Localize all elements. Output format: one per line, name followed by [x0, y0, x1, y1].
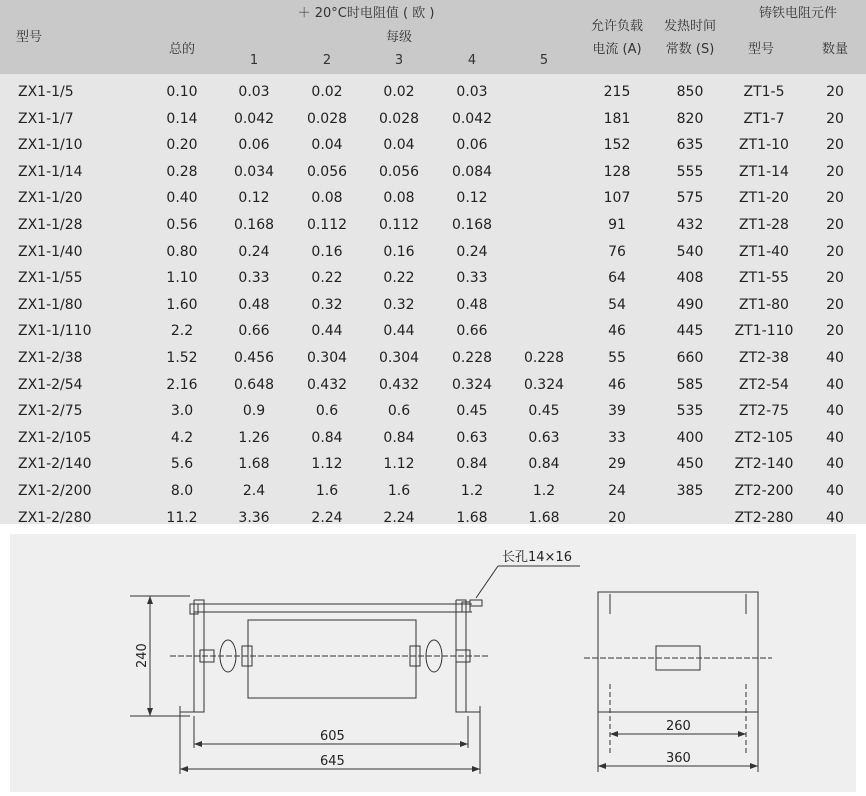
cell-s3: 0.84 [383, 429, 415, 446]
cell-model: ZX1-1/28 [18, 217, 83, 233]
cell-s2: 0.08 [311, 190, 343, 207]
cell-model: ZX1-2/105 [18, 429, 92, 446]
header-heat-2: 常数 (S) [665, 42, 715, 57]
cell-heat: 660 [676, 350, 704, 366]
cell-total: 1.52 [166, 350, 198, 366]
table-header [0, 0, 866, 74]
cell-s1: 0.648 [233, 376, 275, 393]
cell-current: 39 [608, 403, 626, 420]
cell-s4: 1.68 [456, 509, 488, 526]
inner-width-dim-label: 605 [320, 729, 345, 744]
cell-qty: 20 [826, 217, 844, 233]
cell-s1: 0.9 [242, 403, 266, 420]
cell-s1: 0.24 [238, 243, 270, 260]
table-row [0, 185, 866, 212]
height-dim-label: 240 [135, 643, 150, 668]
cell-model: ZX1-1/110 [18, 323, 92, 340]
cell-heat: 555 [676, 163, 704, 180]
cell-qty: 40 [826, 509, 844, 526]
cell-elem: ZT1-40 [739, 243, 789, 260]
cell-s2: 1.6 [315, 483, 339, 499]
cell-current: 55 [608, 350, 626, 366]
cell-total: 1.60 [166, 296, 198, 313]
cell-s2: 0.04 [311, 137, 343, 154]
cell-s2: 1.12 [311, 456, 343, 473]
cell-s3: 0.04 [383, 137, 415, 154]
cell-elem: ZT1-55 [739, 270, 789, 287]
cell-s3: 0.304 [378, 350, 420, 366]
table-row [0, 132, 866, 159]
header-element-qty: 数量 [821, 42, 849, 57]
cell-qty: 40 [826, 429, 844, 446]
cell-total: 2.2 [170, 323, 194, 340]
outer-width-dim-label: 645 [320, 754, 345, 769]
cell-current: 24 [608, 483, 626, 499]
cell-current: 107 [603, 190, 631, 207]
cell-total: 0.20 [166, 137, 198, 154]
cell-model: ZX1-1/20 [18, 190, 83, 207]
cell-s1: 0.48 [238, 296, 270, 313]
cell-model: ZX1-1/5 [18, 84, 74, 100]
cell-heat: 575 [676, 190, 704, 207]
cell-s3: 0.44 [383, 323, 415, 340]
cell-s4: 0.06 [456, 137, 488, 154]
cell-heat: 445 [676, 323, 704, 340]
cell-s3: 0.32 [383, 296, 415, 313]
cell-elem: ZT1-28 [739, 217, 789, 233]
cell-s3: 0.08 [383, 190, 415, 207]
cell-model: ZX1-1/7 [18, 110, 74, 127]
cell-current: 33 [608, 429, 626, 446]
cell-total: 0.56 [166, 217, 198, 233]
cell-current: 91 [608, 217, 626, 233]
table-row [0, 505, 866, 532]
table-row [0, 239, 866, 266]
cell-total: 1.10 [166, 270, 198, 287]
cell-s1: 3.36 [238, 509, 270, 526]
cell-s4: 0.45 [456, 403, 488, 420]
cell-model: ZX1-1/10 [18, 137, 83, 154]
cell-s4: 0.12 [456, 190, 488, 207]
cell-qty: 20 [826, 270, 844, 287]
header-heat-1: 发热时间 [663, 19, 717, 34]
cell-heat: 450 [676, 456, 704, 473]
cell-qty: 20 [826, 323, 844, 340]
cell-s4: 0.03 [456, 84, 488, 100]
cell-qty: 20 [826, 110, 844, 127]
cell-elem: ZT2-140 [734, 456, 794, 473]
cell-elem: ZT1-5 [743, 84, 785, 100]
cell-current: 29 [608, 456, 626, 473]
cell-s4: 0.66 [456, 323, 488, 340]
cell-qty: 20 [826, 137, 844, 154]
cell-s3: 0.16 [383, 243, 415, 260]
cell-s4: 0.168 [451, 217, 493, 233]
cell-model: ZX1-2/200 [18, 483, 92, 499]
cell-s1: 0.03 [238, 84, 270, 100]
cell-s3: 1.12 [383, 456, 415, 473]
header-current-2: 电流 (A) [592, 42, 642, 57]
cell-current: 215 [603, 84, 631, 100]
cell-qty: 40 [826, 350, 844, 366]
cell-total: 0.80 [166, 243, 198, 260]
cell-current: 46 [608, 323, 626, 340]
cell-s3: 0.22 [383, 270, 415, 287]
cell-s1: 2.4 [242, 483, 266, 499]
cell-s1: 0.456 [233, 350, 275, 366]
cell-heat: 385 [676, 483, 704, 499]
cell-s4: 0.324 [451, 376, 493, 393]
table-row [0, 398, 866, 425]
cell-s1: 1.68 [238, 456, 270, 473]
cell-s1: 0.12 [238, 190, 270, 207]
cell-qty: 20 [826, 296, 844, 313]
cell-s5: 0.45 [528, 403, 560, 420]
cell-total: 0.40 [166, 190, 198, 207]
cell-current: 181 [603, 110, 631, 127]
cell-s2: 0.02 [311, 84, 343, 100]
cell-elem: ZT2-105 [734, 429, 794, 446]
cell-s2: 0.112 [306, 217, 348, 233]
cell-s4: 0.63 [456, 429, 488, 446]
cell-s1: 0.66 [238, 323, 270, 340]
header-current-1: 允许负载 [590, 19, 644, 34]
cell-total: 3.0 [170, 403, 194, 420]
cell-model: ZX1-1/80 [18, 296, 83, 313]
cell-s2: 0.84 [311, 429, 343, 446]
cell-elem: ZT2-38 [739, 350, 789, 366]
cell-s2: 0.16 [311, 243, 343, 260]
header-total: 总的 [168, 42, 196, 57]
cell-s3: 1.6 [387, 483, 411, 499]
cell-elem: ZT1-80 [739, 296, 789, 313]
cell-current: 128 [603, 163, 631, 180]
cell-model: ZX1-2/75 [18, 403, 83, 420]
cell-s1: 0.168 [233, 217, 275, 233]
cell-model: ZX1-2/140 [18, 456, 92, 473]
cell-s4: 1.2 [460, 483, 484, 499]
cell-s3: 0.028 [378, 110, 420, 127]
header-stage-2: 2 [322, 53, 332, 68]
side-inner-dim-label: 260 [666, 719, 691, 734]
cell-s1: 0.06 [238, 137, 270, 154]
dimension-drawing [10, 534, 856, 792]
cell-qty: 20 [826, 190, 844, 207]
header-per-stage: 每级 [385, 30, 413, 45]
cell-s3: 0.6 [387, 403, 411, 420]
cell-total: 4.2 [170, 429, 194, 446]
cell-s3: 0.056 [378, 163, 420, 180]
table-row [0, 212, 866, 239]
cell-s5: 0.63 [528, 429, 560, 446]
cell-model: ZX1-1/14 [18, 163, 83, 180]
cell-elem: ZT1-7 [743, 110, 785, 127]
cell-s2: 0.056 [306, 163, 348, 180]
cell-s4: 0.084 [451, 163, 493, 180]
cell-elem: ZT1-110 [734, 323, 794, 340]
cell-s2: 0.432 [306, 376, 348, 393]
cell-s5: 1.2 [532, 483, 556, 499]
cell-s3: 0.112 [378, 217, 420, 233]
resistor-body [248, 620, 416, 698]
cell-s2: 0.22 [311, 270, 343, 287]
table-row [0, 106, 866, 133]
cell-elem: ZT2-200 [734, 483, 794, 499]
cell-s4: 0.24 [456, 243, 488, 260]
cell-model: ZX1-2/280 [18, 509, 92, 526]
cell-heat: 585 [676, 376, 704, 393]
cell-heat: 408 [676, 270, 704, 287]
cell-total: 0.28 [166, 163, 198, 180]
table-row [0, 79, 866, 106]
cell-heat: 432 [676, 217, 704, 233]
cell-total: 11.2 [166, 509, 198, 526]
table-row [0, 292, 866, 319]
cell-qty: 40 [826, 403, 844, 420]
table-row [0, 318, 866, 345]
header-element-model: 型号 [747, 42, 775, 57]
cell-s3: 0.02 [383, 84, 415, 100]
cell-total: 5.6 [170, 456, 194, 473]
cell-heat: 820 [676, 110, 704, 127]
cell-s4: 0.228 [451, 350, 493, 366]
cell-s1: 0.034 [233, 163, 275, 180]
cell-s2: 0.44 [311, 323, 343, 340]
header-stage-3: 3 [394, 53, 404, 68]
table-row [0, 159, 866, 186]
cell-s4: 0.042 [451, 110, 493, 127]
table-row [0, 451, 866, 478]
table-row [0, 265, 866, 292]
cell-s2: 0.6 [315, 403, 339, 420]
cell-heat: 850 [676, 84, 704, 100]
header-model: 型号 [16, 30, 43, 45]
cell-heat: 535 [676, 403, 704, 420]
cell-s5: 1.68 [528, 509, 560, 526]
cell-elem: ZT2-54 [739, 376, 789, 393]
cell-elem: ZT1-14 [739, 163, 789, 180]
table-row [0, 425, 866, 452]
cell-heat: 490 [676, 296, 704, 313]
cell-elem: ZT1-20 [739, 190, 789, 207]
cell-qty: 40 [826, 483, 844, 499]
table-row [0, 345, 866, 372]
cell-current: 76 [608, 243, 626, 260]
side-view-frame [598, 592, 758, 712]
cell-current: 46 [608, 376, 626, 393]
cell-total: 8.0 [170, 483, 194, 499]
header-stage-5: 5 [539, 53, 549, 68]
cell-qty: 40 [826, 456, 844, 473]
cell-s2: 2.24 [311, 509, 343, 526]
slot-label: 长孔14×16 [502, 550, 572, 565]
cell-current: 20 [608, 509, 626, 526]
cell-model: ZX1-2/38 [18, 350, 83, 366]
technical-drawing [10, 534, 856, 792]
cell-s1: 0.33 [238, 270, 270, 287]
cell-qty: 40 [826, 376, 844, 393]
cell-s5: 0.84 [528, 456, 560, 473]
cell-s5: 0.228 [523, 350, 565, 366]
cell-qty: 20 [826, 84, 844, 100]
cell-s2: 0.028 [306, 110, 348, 127]
cell-heat: 400 [676, 429, 704, 446]
cell-elem: ZT2-75 [739, 403, 789, 420]
cell-model: ZX1-2/54 [18, 376, 83, 393]
cell-s4: 0.84 [456, 456, 488, 473]
cell-s2: 0.32 [311, 296, 343, 313]
cell-current: 64 [608, 270, 626, 287]
cell-elem: ZT1-10 [739, 137, 789, 154]
header-stage-4: 4 [467, 53, 477, 68]
cell-heat: 635 [676, 137, 704, 154]
side-outer-dim-label: 360 [666, 751, 691, 766]
cell-s2: 0.304 [306, 350, 348, 366]
cell-total: 0.10 [166, 84, 198, 100]
header-stage-1: 1 [249, 53, 259, 68]
cell-s3: 2.24 [383, 509, 415, 526]
cell-qty: 20 [826, 243, 844, 260]
table-row [0, 372, 866, 399]
header-element-group: 铸铁电阻元件 [758, 6, 838, 21]
cell-s3: 0.432 [378, 376, 420, 393]
cell-total: 2.16 [166, 376, 198, 393]
cell-current: 54 [608, 296, 626, 313]
table-row [0, 478, 866, 505]
cell-elem: ZT2-280 [734, 509, 794, 526]
cell-total: 0.14 [166, 110, 198, 127]
cell-s4: 0.48 [456, 296, 488, 313]
cell-s1: 0.042 [233, 110, 275, 127]
cell-qty: 20 [826, 163, 844, 180]
cell-s4: 0.33 [456, 270, 488, 287]
cell-heat: 540 [676, 243, 704, 260]
cell-model: ZX1-1/55 [18, 270, 83, 287]
cell-current: 152 [603, 137, 631, 154]
cell-s1: 1.26 [238, 429, 270, 446]
header-resistance-group: ＋ 20°C时电阻值 ( 欧 ) [297, 6, 435, 21]
cell-s5: 0.324 [523, 376, 565, 393]
cell-model: ZX1-1/40 [18, 243, 83, 260]
